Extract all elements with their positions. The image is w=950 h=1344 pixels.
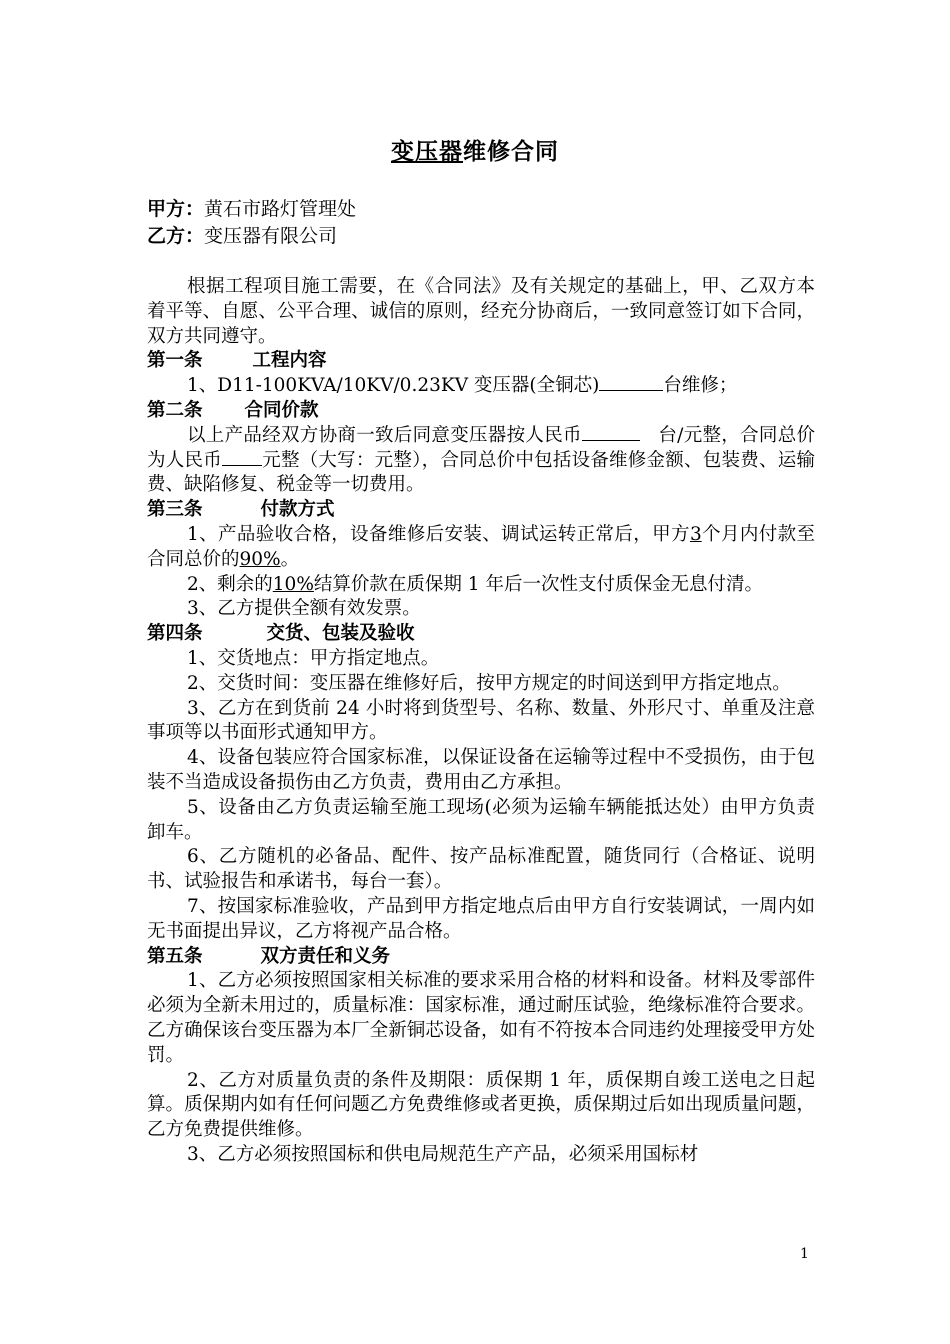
blank-field [582, 424, 640, 441]
party-a-label: 甲方： [147, 198, 205, 220]
article-2-paragraph: 以上产品经双方协商一致后同意变压器按人民币 台/元整，合同总价为人民币 元整（大写：元整），合同总价中包括设备维修金额、包装费、运输费、缺陷修复、税金等一切费用。 [147, 424, 815, 496]
article-3-item-2: 2、剩余的10%结算价款在质保期 1 年后一次性支付质保金无息付清。 [187, 573, 763, 595]
article-5-item: 3、乙方必须按照国标和供电局规范生产产品，必须采用国标材 [187, 1143, 699, 1165]
article-3-item-3: 3、乙方提供全额有效发票。 [187, 598, 421, 620]
article-3-item-1: 1、产品验收合格，设备维修后安装、调试运转正常后，甲方3个月内付款至合同总价的90%。 [147, 523, 815, 570]
article-4-item: 4、设备包装应符合国家标准，以保证设备在运输等过程中不受损伤，由于包装不当造成设备损伤由乙方负责，费用由乙方承担。 [147, 747, 815, 793]
party-b-line [147, 223, 815, 250]
article-5-item: 1、乙方必须按照国家相关标准的要求采用合格的材料和设备。材料及零部件必须为全新未用过的，质量标准：国家标准，通过耐压试验，绝缘标准符合要求。乙方确保该台变压器为本厂全新铜芯设备，如有不符按本合同违约处理接受甲方处罚。 [147, 970, 815, 1066]
article-5-heading: 第五条 双方责任和义务 [147, 945, 391, 967]
article-4-item: 3、乙方在到货前 24 小时将到货型号、名称、数量、外形尺寸、单重及注意事项等以书面形式通知甲方。 [147, 697, 815, 744]
intro-paragraph: 根据工程项目施工需要，在《合同法》及有关规定的基础上，甲、乙双方本着平等、自愿、公平合理、诚信的原则，经充分协商后，一致同意签订如下合同，双方共同遵守。 [147, 276, 815, 347]
title-underlined: 变压器 [391, 139, 463, 165]
article-1-item-1: 1、D11-100KVA/10KV/0.23KV 变压器(全铜芯) 台维修； [187, 375, 738, 397]
article-4-item: 6、乙方随机的必备品、配件、按产品标准配置，随货同行（合格证、说明书、试验报告和承诺书，每台一套）。 [147, 846, 815, 893]
article-2-heading: 第二条 合同价款 [147, 399, 319, 421]
article-4-item: 5、设备由乙方负责运输至施工现场(必须为运输车辆能抵达处）由甲方负责卸车。 [147, 796, 815, 843]
article-4-item: 7、按国家标准验收，产品到甲方指定地点后由甲方自行安装调试，一周内如无书面提出异议，乙方将视产品合格。 [147, 895, 815, 942]
party-a-name: 黄石市路灯管理处 [204, 198, 357, 220]
contract-body [147, 196, 815, 1168]
article-1-heading: 第一条 工程内容 [147, 350, 327, 372]
article-4-item: 1、交货地点：甲方指定地点。 [187, 647, 440, 669]
article-5-item: 2、乙方对质量负责的条件及期限：质保期 1 年，质保期自竣工送电之日起算。质保期内如有任何问题乙方免费维修或者更换，质保期过后如出现质量问题，乙方免费提供维修。 [147, 1069, 815, 1141]
party-b-name: 变压器有限公司 [204, 225, 338, 247]
blank-field [222, 449, 262, 466]
party-a-line [147, 196, 815, 223]
party-b-label: 乙方： [147, 225, 205, 247]
article-3-heading: 第三条 付款方式 [147, 499, 335, 521]
page-title [0, 133, 950, 166]
page-number: 1 [800, 1246, 809, 1262]
article-4-heading: 第四条 交货、包装及验收 [147, 623, 415, 645]
blank-field [599, 374, 663, 391]
title-rest: 维修合同 [463, 139, 559, 165]
article-4-item: 2、交货时间：变压器在维修好后，按甲方规定的时间送到甲方指定地点。 [187, 672, 791, 694]
